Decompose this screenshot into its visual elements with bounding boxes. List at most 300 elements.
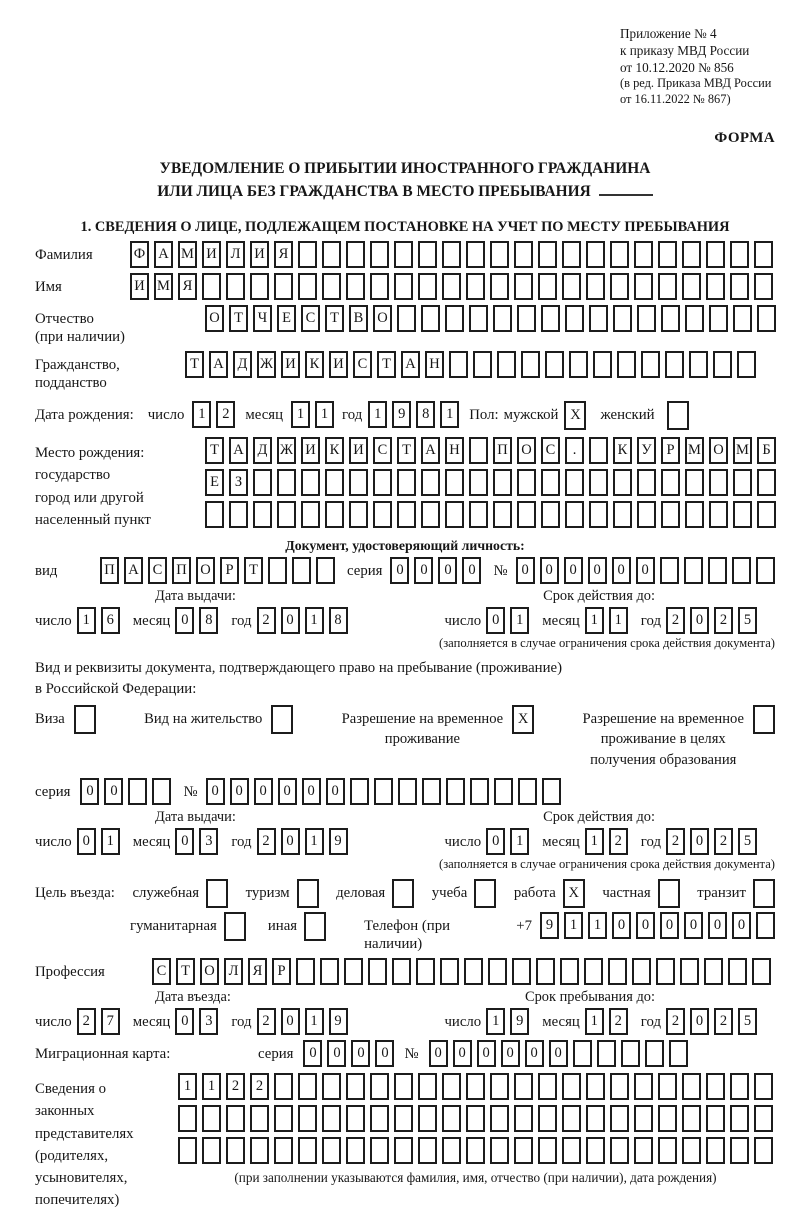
legal-rep-cell[interactable] <box>514 1105 533 1132</box>
birth-place-cell[interactable]: Т <box>397 437 416 464</box>
profession-cell[interactable] <box>704 958 723 985</box>
name-cell[interactable] <box>610 273 629 300</box>
doc-kind-cell[interactable]: Р <box>220 557 239 584</box>
profession-cell[interactable] <box>440 958 459 985</box>
legal-rep-cell[interactable] <box>562 1073 581 1100</box>
residence-series-cell[interactable]: 0 <box>104 778 123 805</box>
date-cell[interactable]: 1 <box>585 607 604 634</box>
birth-place-cell[interactable]: С <box>541 437 560 464</box>
profession-cell[interactable] <box>680 958 699 985</box>
profession-cell[interactable] <box>296 958 315 985</box>
date-cell[interactable]: 1 <box>305 828 324 855</box>
citizenship-cell[interactable] <box>521 351 540 378</box>
legal-rep-cell[interactable] <box>226 1137 245 1164</box>
citizenship-cell[interactable] <box>545 351 564 378</box>
birth-place-cell[interactable] <box>541 501 560 528</box>
phone-digit-cell[interactable] <box>756 912 775 939</box>
legal-rep-cell[interactable] <box>514 1073 533 1100</box>
phone-digit-cell[interactable]: 0 <box>636 912 655 939</box>
citizenship-cell[interactable] <box>689 351 708 378</box>
name-cell[interactable] <box>514 273 533 300</box>
patronymic-cell[interactable]: С <box>301 305 320 332</box>
profession-cell[interactable] <box>728 958 747 985</box>
name-cell[interactable] <box>274 273 293 300</box>
birth-place-cell[interactable]: Т <box>205 437 224 464</box>
residence-number-cell[interactable]: 0 <box>254 778 273 805</box>
birth-place-cell[interactable] <box>253 501 272 528</box>
doc-number-cell[interactable] <box>756 557 775 584</box>
doc-number-cell[interactable]: 0 <box>612 557 631 584</box>
birth-place-cell[interactable] <box>349 469 368 496</box>
surname-cell[interactable] <box>298 241 317 268</box>
surname-cell[interactable] <box>322 241 341 268</box>
purpose-checkbox[interactable] <box>658 879 680 908</box>
birth-place-cell[interactable]: Ж <box>277 437 296 464</box>
birth-place-cell[interactable] <box>301 501 320 528</box>
birth-place-cell[interactable] <box>589 469 608 496</box>
migration-number-cell[interactable] <box>645 1040 664 1067</box>
birth-place-cell[interactable]: М <box>685 437 704 464</box>
legal-rep-cell[interactable] <box>610 1137 629 1164</box>
name-cell[interactable]: Я <box>178 273 197 300</box>
surname-cell[interactable] <box>346 241 365 268</box>
legal-rep-cell[interactable] <box>682 1073 701 1100</box>
doc-number-cell[interactable] <box>684 557 703 584</box>
legal-rep-cell[interactable] <box>442 1073 461 1100</box>
surname-cell[interactable]: И <box>250 241 269 268</box>
citizenship-cell[interactable]: Т <box>185 351 204 378</box>
birth-day-cell[interactable]: 2 <box>216 401 235 428</box>
phone-digit-cell[interactable]: 0 <box>708 912 727 939</box>
legal-rep-cell[interactable] <box>466 1137 485 1164</box>
profession-cell[interactable] <box>584 958 603 985</box>
legal-rep-cell[interactable] <box>250 1105 269 1132</box>
birth-place-cell[interactable]: С <box>373 437 392 464</box>
legal-rep-cell[interactable] <box>538 1073 557 1100</box>
birth-place-cell[interactable] <box>277 469 296 496</box>
legal-rep-cell[interactable] <box>490 1137 509 1164</box>
legal-rep-cell[interactable] <box>658 1073 677 1100</box>
migration-series-cell[interactable]: 0 <box>375 1040 394 1067</box>
legal-rep-cell[interactable] <box>370 1105 389 1132</box>
legal-rep-cell[interactable] <box>658 1137 677 1164</box>
citizenship-cell[interactable]: А <box>209 351 228 378</box>
birth-place-cell[interactable] <box>493 469 512 496</box>
legal-rep-cell[interactable] <box>178 1105 197 1132</box>
legal-rep-cell[interactable] <box>418 1105 437 1132</box>
doc-kind-cell[interactable]: С <box>148 557 167 584</box>
doc-number-cell[interactable]: 0 <box>588 557 607 584</box>
name-cell[interactable]: И <box>130 273 149 300</box>
citizenship-cell[interactable] <box>617 351 636 378</box>
patronymic-cell[interactable]: В <box>349 305 368 332</box>
surname-cell[interactable]: Л <box>226 241 245 268</box>
date-cell[interactable]: 8 <box>199 607 218 634</box>
profession-cell[interactable] <box>512 958 531 985</box>
birth-place-cell[interactable] <box>397 469 416 496</box>
birth-year-cell[interactable]: 1 <box>368 401 387 428</box>
date-cell[interactable]: 1 <box>609 607 628 634</box>
residence-number-cell[interactable]: 0 <box>326 778 345 805</box>
patronymic-cell[interactable] <box>661 305 680 332</box>
surname-cell[interactable] <box>514 241 533 268</box>
legal-rep-cell[interactable] <box>322 1105 341 1132</box>
phone-digit-cell[interactable]: 0 <box>612 912 631 939</box>
name-cell[interactable] <box>586 273 605 300</box>
legal-rep-cell[interactable]: 2 <box>250 1073 269 1100</box>
name-cell[interactable] <box>202 273 221 300</box>
surname-cell[interactable]: Я <box>274 241 293 268</box>
patronymic-cell[interactable]: Ч <box>253 305 272 332</box>
doc-number-cell[interactable] <box>660 557 679 584</box>
legal-rep-cell[interactable] <box>322 1137 341 1164</box>
name-cell[interactable] <box>394 273 413 300</box>
birth-place-cell[interactable]: А <box>421 437 440 464</box>
surname-cell[interactable] <box>658 241 677 268</box>
migration-number-cell[interactable] <box>597 1040 616 1067</box>
legal-rep-cell[interactable] <box>418 1137 437 1164</box>
date-cell[interactable]: 0 <box>175 607 194 634</box>
birth-place-cell[interactable] <box>709 469 728 496</box>
name-cell[interactable]: М <box>154 273 173 300</box>
doc-number-cell[interactable] <box>732 557 751 584</box>
name-cell[interactable] <box>418 273 437 300</box>
birth-place-cell[interactable]: У <box>637 437 656 464</box>
legal-rep-cell[interactable] <box>250 1137 269 1164</box>
citizenship-cell[interactable] <box>569 351 588 378</box>
birth-place-cell[interactable] <box>541 469 560 496</box>
birth-place-cell[interactable] <box>229 501 248 528</box>
legal-rep-cell[interactable] <box>370 1137 389 1164</box>
birth-place-cell[interactable] <box>517 469 536 496</box>
name-cell[interactable] <box>538 273 557 300</box>
profession-cell[interactable] <box>488 958 507 985</box>
patronymic-cell[interactable]: О <box>373 305 392 332</box>
profession-cell[interactable] <box>416 958 435 985</box>
name-cell[interactable] <box>250 273 269 300</box>
citizenship-cell[interactable] <box>737 351 756 378</box>
migration-number-cell[interactable]: 0 <box>477 1040 496 1067</box>
doc-number-cell[interactable] <box>708 557 727 584</box>
legal-rep-cell[interactable] <box>442 1105 461 1132</box>
residence-number-cell[interactable] <box>470 778 489 805</box>
doc-number-cell[interactable]: 0 <box>564 557 583 584</box>
citizenship-cell[interactable] <box>497 351 516 378</box>
legal-rep-cell[interactable] <box>442 1137 461 1164</box>
phone-digit-cell[interactable]: 0 <box>660 912 679 939</box>
profession-cell[interactable] <box>392 958 411 985</box>
legal-rep-cell[interactable] <box>706 1105 725 1132</box>
date-cell[interactable]: 2 <box>609 1008 628 1035</box>
profession-cell[interactable] <box>752 958 771 985</box>
birth-place-cell[interactable] <box>613 501 632 528</box>
birth-place-cell[interactable] <box>373 469 392 496</box>
residence-number-cell[interactable]: 0 <box>278 778 297 805</box>
birth-place-cell[interactable] <box>205 501 224 528</box>
citizenship-cell[interactable] <box>449 351 468 378</box>
legal-rep-cell[interactable] <box>610 1105 629 1132</box>
female-checkbox[interactable] <box>667 401 689 430</box>
birth-year-cell[interactable]: 1 <box>440 401 459 428</box>
date-cell[interactable]: 2 <box>77 1008 96 1035</box>
residence-series-cell[interactable]: 0 <box>80 778 99 805</box>
citizenship-cell[interactable]: Д <box>233 351 252 378</box>
birth-place-cell[interactable]: Е <box>205 469 224 496</box>
surname-cell[interactable] <box>634 241 653 268</box>
residence-number-cell[interactable] <box>518 778 537 805</box>
purpose-checkbox[interactable] <box>474 879 496 908</box>
doc-series-cell[interactable]: 0 <box>438 557 457 584</box>
legal-rep-cell[interactable] <box>538 1137 557 1164</box>
birth-place-cell[interactable] <box>397 501 416 528</box>
birth-month-cell[interactable]: 1 <box>291 401 310 428</box>
doc-number-cell[interactable]: 0 <box>516 557 535 584</box>
legal-rep-cell[interactable] <box>346 1137 365 1164</box>
surname-cell[interactable] <box>706 241 725 268</box>
date-cell[interactable]: 2 <box>714 1008 733 1035</box>
legal-rep-cell[interactable] <box>586 1105 605 1132</box>
name-cell[interactable] <box>730 273 749 300</box>
birth-place-cell[interactable] <box>685 501 704 528</box>
birth-place-cell[interactable]: Д <box>253 437 272 464</box>
birth-place-cell[interactable] <box>517 501 536 528</box>
patronymic-cell[interactable] <box>445 305 464 332</box>
birth-place-cell[interactable]: Н <box>445 437 464 464</box>
surname-cell[interactable] <box>418 241 437 268</box>
birth-day-cell[interactable]: 1 <box>192 401 211 428</box>
migration-series-cell[interactable]: 0 <box>351 1040 370 1067</box>
birth-place-cell[interactable] <box>661 469 680 496</box>
legal-rep-cell[interactable] <box>394 1073 413 1100</box>
legal-rep-cell[interactable] <box>298 1105 317 1132</box>
date-cell[interactable]: 1 <box>510 607 529 634</box>
date-cell[interactable]: 2 <box>666 607 685 634</box>
citizenship-cell[interactable]: К <box>305 351 324 378</box>
date-cell[interactable]: 1 <box>510 828 529 855</box>
birth-place-cell[interactable]: . <box>565 437 584 464</box>
birth-place-cell[interactable]: Р <box>661 437 680 464</box>
residence-series-cell[interactable] <box>152 778 171 805</box>
legal-rep-cell[interactable] <box>226 1105 245 1132</box>
legal-rep-cell[interactable]: 2 <box>226 1073 245 1100</box>
birth-place-cell[interactable]: К <box>613 437 632 464</box>
citizenship-cell[interactable]: Ж <box>257 351 276 378</box>
birth-place-cell[interactable]: М <box>733 437 752 464</box>
migration-number-cell[interactable]: 0 <box>453 1040 472 1067</box>
legal-rep-cell[interactable] <box>394 1137 413 1164</box>
migration-number-cell[interactable]: 0 <box>501 1040 520 1067</box>
date-cell[interactable]: 1 <box>585 828 604 855</box>
migration-number-cell[interactable]: 0 <box>429 1040 448 1067</box>
patronymic-cell[interactable] <box>493 305 512 332</box>
birth-place-cell[interactable]: А <box>229 437 248 464</box>
legal-rep-cell[interactable]: 1 <box>202 1073 221 1100</box>
birth-place-cell[interactable] <box>709 501 728 528</box>
residence-number-cell[interactable] <box>542 778 561 805</box>
name-cell[interactable] <box>490 273 509 300</box>
surname-cell[interactable] <box>442 241 461 268</box>
legal-rep-cell[interactable] <box>682 1137 701 1164</box>
name-cell[interactable] <box>682 273 701 300</box>
temporary-residence-checkbox[interactable]: X <box>512 705 534 734</box>
surname-cell[interactable] <box>370 241 389 268</box>
date-cell[interactable]: 0 <box>486 607 505 634</box>
birth-place-cell[interactable] <box>733 469 752 496</box>
birth-place-cell[interactable] <box>469 501 488 528</box>
legal-rep-cell[interactable] <box>346 1105 365 1132</box>
legal-rep-cell[interactable] <box>586 1137 605 1164</box>
doc-kind-cell[interactable]: А <box>124 557 143 584</box>
profession-cell[interactable]: Я <box>248 958 267 985</box>
birth-place-cell[interactable]: К <box>325 437 344 464</box>
profession-cell[interactable]: С <box>152 958 171 985</box>
birth-place-cell[interactable]: О <box>709 437 728 464</box>
citizenship-cell[interactable]: С <box>353 351 372 378</box>
birth-place-cell[interactable]: Б <box>757 437 776 464</box>
date-cell[interactable]: 0 <box>281 1008 300 1035</box>
migration-number-cell[interactable] <box>621 1040 640 1067</box>
citizenship-cell[interactable] <box>713 351 732 378</box>
profession-cell[interactable] <box>560 958 579 985</box>
legal-rep-cell[interactable] <box>466 1105 485 1132</box>
surname-cell[interactable] <box>610 241 629 268</box>
legal-rep-cell[interactable] <box>754 1137 773 1164</box>
birth-place-cell[interactable] <box>277 501 296 528</box>
residence-series-cell[interactable] <box>128 778 147 805</box>
surname-cell[interactable]: М <box>178 241 197 268</box>
patronymic-cell[interactable]: Т <box>325 305 344 332</box>
legal-rep-cell[interactable] <box>202 1105 221 1132</box>
profession-cell[interactable]: Р <box>272 958 291 985</box>
birth-place-cell[interactable]: И <box>301 437 320 464</box>
birth-place-cell[interactable] <box>637 469 656 496</box>
legal-rep-cell[interactable] <box>538 1105 557 1132</box>
date-cell[interactable]: 1 <box>486 1008 505 1035</box>
migration-series-cell[interactable]: 0 <box>327 1040 346 1067</box>
date-cell[interactable]: 0 <box>77 828 96 855</box>
male-checkbox[interactable]: X <box>564 401 586 430</box>
birth-place-cell[interactable] <box>613 469 632 496</box>
citizenship-cell[interactable]: И <box>329 351 348 378</box>
residence-number-cell[interactable]: 0 <box>230 778 249 805</box>
birth-place-cell[interactable]: О <box>517 437 536 464</box>
education-residence-checkbox[interactable] <box>753 705 775 734</box>
birth-place-cell[interactable] <box>469 469 488 496</box>
legal-rep-cell[interactable] <box>394 1105 413 1132</box>
name-cell[interactable] <box>346 273 365 300</box>
profession-cell[interactable] <box>608 958 627 985</box>
profession-cell[interactable] <box>344 958 363 985</box>
birth-place-cell[interactable] <box>589 437 608 464</box>
date-cell[interactable]: 8 <box>329 607 348 634</box>
patronymic-cell[interactable] <box>421 305 440 332</box>
legal-rep-cell[interactable] <box>634 1105 653 1132</box>
name-cell[interactable] <box>322 273 341 300</box>
surname-cell[interactable] <box>562 241 581 268</box>
date-cell[interactable]: 6 <box>101 607 120 634</box>
profession-cell[interactable]: Т <box>176 958 195 985</box>
citizenship-cell[interactable]: А <box>401 351 420 378</box>
residence-number-cell[interactable] <box>494 778 513 805</box>
legal-rep-cell[interactable] <box>418 1073 437 1100</box>
profession-cell[interactable] <box>320 958 339 985</box>
birth-place-cell[interactable]: З <box>229 469 248 496</box>
purpose-checkbox[interactable] <box>224 912 246 941</box>
legal-rep-cell[interactable] <box>178 1137 197 1164</box>
doc-series-cell[interactable]: 0 <box>414 557 433 584</box>
date-cell[interactable]: 2 <box>257 607 276 634</box>
birth-place-cell[interactable] <box>253 469 272 496</box>
legal-rep-cell[interactable] <box>706 1137 725 1164</box>
date-cell[interactable]: 2 <box>257 828 276 855</box>
surname-cell[interactable] <box>538 241 557 268</box>
doc-kind-cell[interactable] <box>316 557 335 584</box>
patronymic-cell[interactable] <box>709 305 728 332</box>
birth-place-cell[interactable] <box>637 501 656 528</box>
patronymic-cell[interactable] <box>517 305 536 332</box>
birth-year-cell[interactable]: 8 <box>416 401 435 428</box>
birth-place-cell[interactable] <box>349 501 368 528</box>
date-cell[interactable]: 1 <box>585 1008 604 1035</box>
patronymic-cell[interactable] <box>469 305 488 332</box>
patronymic-cell[interactable] <box>613 305 632 332</box>
patronymic-cell[interactable] <box>397 305 416 332</box>
legal-rep-cell[interactable] <box>370 1073 389 1100</box>
legal-rep-cell[interactable] <box>730 1137 749 1164</box>
legal-rep-cell[interactable] <box>274 1105 293 1132</box>
residence-number-cell[interactable] <box>398 778 417 805</box>
date-cell[interactable]: 0 <box>281 607 300 634</box>
legal-rep-cell[interactable] <box>754 1073 773 1100</box>
birth-place-cell[interactable] <box>325 501 344 528</box>
birth-place-cell[interactable] <box>565 469 584 496</box>
date-cell[interactable]: 2 <box>714 607 733 634</box>
date-cell[interactable]: 5 <box>738 1008 757 1035</box>
birth-place-cell[interactable] <box>757 469 776 496</box>
legal-rep-cell[interactable] <box>658 1105 677 1132</box>
legal-rep-cell[interactable] <box>466 1073 485 1100</box>
citizenship-cell[interactable]: Т <box>377 351 396 378</box>
birth-place-cell[interactable] <box>493 501 512 528</box>
phone-digit-cell[interactable]: 1 <box>588 912 607 939</box>
birth-place-cell[interactable] <box>301 469 320 496</box>
residence-number-cell[interactable] <box>422 778 441 805</box>
purpose-checkbox[interactable] <box>392 879 414 908</box>
birth-place-cell[interactable] <box>421 501 440 528</box>
residence-number-cell[interactable]: 0 <box>206 778 225 805</box>
purpose-checkbox[interactable] <box>753 879 775 908</box>
profession-cell[interactable] <box>656 958 675 985</box>
migration-series-cell[interactable]: 0 <box>303 1040 322 1067</box>
name-cell[interactable] <box>658 273 677 300</box>
name-cell[interactable] <box>226 273 245 300</box>
citizenship-cell[interactable] <box>593 351 612 378</box>
legal-rep-cell[interactable] <box>346 1073 365 1100</box>
birth-place-cell[interactable]: П <box>493 437 512 464</box>
date-cell[interactable]: 2 <box>666 828 685 855</box>
name-cell[interactable] <box>706 273 725 300</box>
citizenship-cell[interactable] <box>665 351 684 378</box>
patronymic-cell[interactable]: О <box>205 305 224 332</box>
date-cell[interactable]: 9 <box>329 828 348 855</box>
name-cell[interactable] <box>370 273 389 300</box>
date-cell[interactable]: 9 <box>329 1008 348 1035</box>
date-cell[interactable]: 0 <box>175 1008 194 1035</box>
doc-series-cell[interactable]: 0 <box>390 557 409 584</box>
date-cell[interactable]: 1 <box>305 1008 324 1035</box>
patronymic-cell[interactable] <box>589 305 608 332</box>
date-cell[interactable]: 5 <box>738 607 757 634</box>
